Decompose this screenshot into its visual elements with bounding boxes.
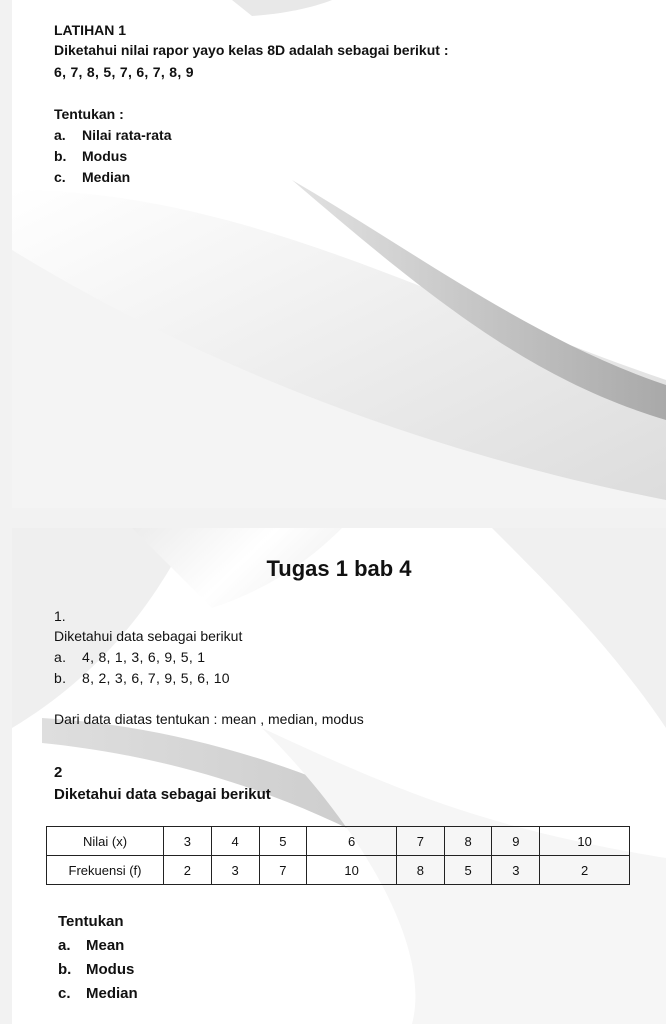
table-cell: 8	[444, 827, 492, 856]
exercise-heading: LATIHAN 1	[54, 22, 127, 38]
exercise-data-values: 6, 7, 8, 5, 7, 6, 7, 8, 9	[54, 64, 194, 80]
question-task-list	[58, 934, 138, 1006]
table-cell: 7	[396, 827, 444, 856]
list-item: c. Median	[58, 985, 138, 1002]
table-row-header: Nilai (x)	[47, 827, 164, 856]
list-item: a. 4, 8, 1, 3, 6, 9, 5, 1	[54, 649, 206, 665]
table-cell: 5	[444, 856, 492, 885]
table-row	[47, 827, 630, 856]
list-item: a. Nilai rata-rata	[54, 127, 172, 143]
table-cell: 8	[396, 856, 444, 885]
table-cell: 5	[259, 827, 307, 856]
table-cell: 9	[492, 827, 540, 856]
table-cell: 3	[164, 827, 212, 856]
list-item: b. Modus	[58, 961, 135, 978]
question-intro: Diketahui data sebagai berikut	[54, 628, 243, 644]
table-cell: 3	[211, 856, 259, 885]
question-number: 1.	[54, 608, 66, 624]
list-item: b. Modus	[54, 148, 128, 164]
exercise-instruction: Tentukan :	[54, 106, 124, 122]
slide-tugas-1-bab-4	[12, 528, 666, 1024]
table-cell: 6	[307, 827, 397, 856]
table-cell: 3	[492, 856, 540, 885]
question-number: 2	[54, 764, 63, 781]
table-row-header: Frekuensi (f)	[47, 856, 164, 885]
exercise-intro: Diketahui nilai rapor yayo kelas 8D adalah sebagai berikut :	[54, 42, 449, 58]
slide-title: Tugas 1 bab 4	[266, 556, 412, 581]
question-instruction: Dari data diatas tentukan : mean , median, modus	[54, 711, 364, 727]
question-data-list	[54, 647, 230, 689]
table-cell: 4	[211, 827, 259, 856]
question-intro: Diketahui data sebagai berikut	[54, 786, 271, 803]
table-cell: 7	[259, 856, 307, 885]
frequency-table	[46, 826, 630, 885]
exercise-task-list	[54, 125, 171, 188]
table-row	[47, 856, 630, 885]
slide-latihan-1	[12, 0, 666, 508]
table-cell: 10	[540, 827, 630, 856]
question-instruction: Tentukan	[58, 913, 124, 930]
list-item: a. Mean	[58, 937, 125, 954]
list-item: c. Median	[54, 169, 131, 185]
table-cell: 2	[540, 856, 630, 885]
table-cell: 10	[307, 856, 397, 885]
table-cell: 2	[164, 856, 212, 885]
list-item: b. 8, 2, 3, 6, 7, 9, 5, 6, 10	[54, 670, 230, 686]
